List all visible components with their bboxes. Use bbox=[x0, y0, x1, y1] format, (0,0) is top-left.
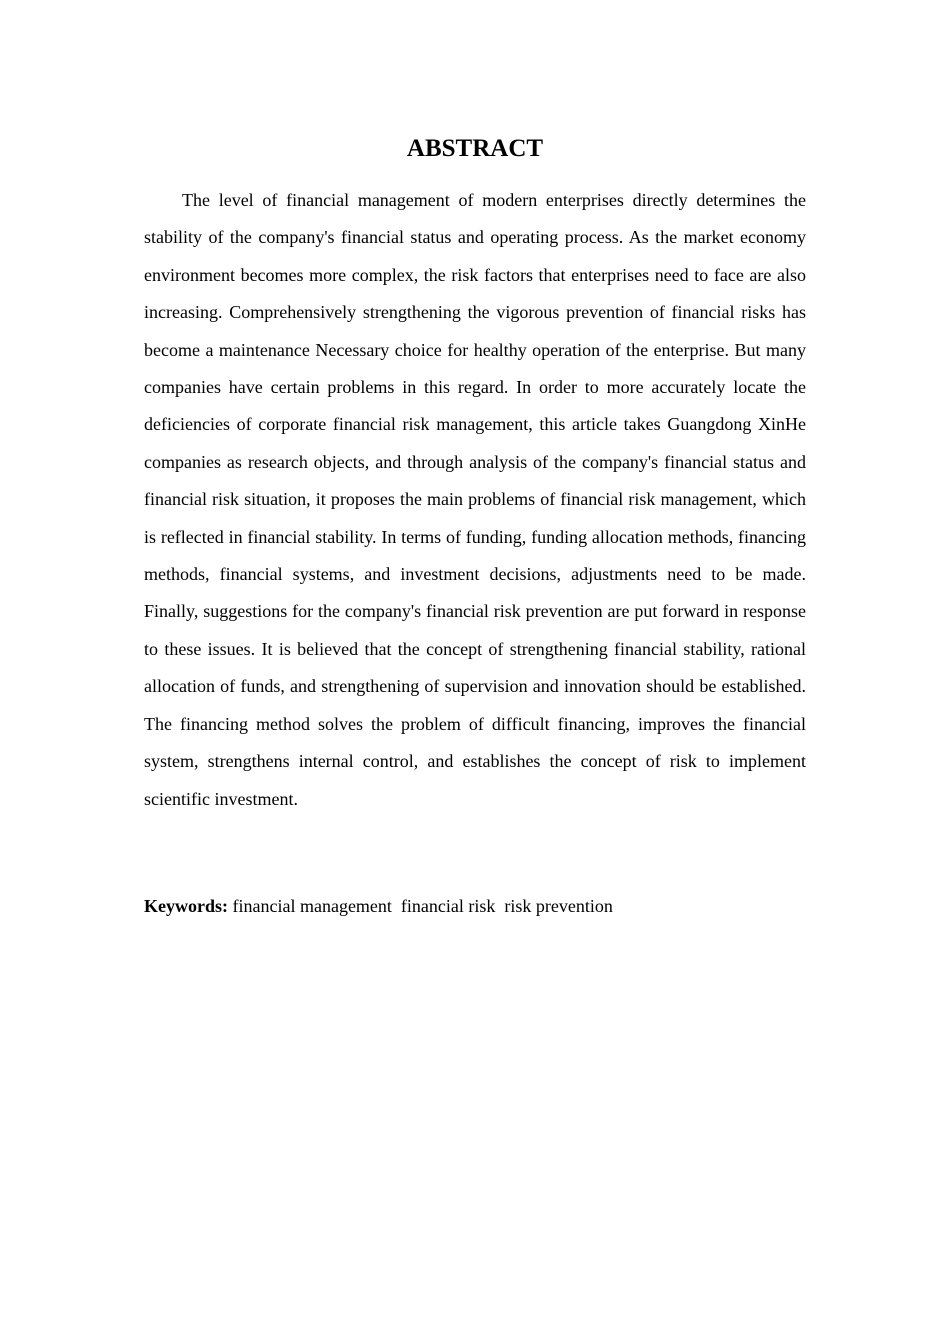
keywords-text: financial management financial risk risk prevention bbox=[228, 896, 613, 916]
abstract-title: ABSTRACT bbox=[406, 135, 544, 162]
abstract-body: The level of financial management of modern enterprises directly determines the stability of the company's financial status and operating process. As the market economy environment becomes more complex, the risk factors that enterprises need to face are also increasing. Comprehensively strengthening the vigorous prevention of financial risks has become a maintenance Necessary choice for healthy operation of the enterprise. But many companies have certain problems in this regard. In order to more accurately locate the deficiencies of corporate financial risk management, this article takes Guangdong XinHe companies as research objects, and through analysis of the company's financial status and financial risk situation, it proposes the main problems of financial risk management, which is reflected in financial stability. In terms of funding, funding allocation methods, financing methods, financial systems, and investment decisions, adjustments need to be made. Finally, suggestions for the company's financial risk prevention are put forward in response to these issues. It is believed that the concept of strengthening financial stability, rational allocation of funds, and strengthening of supervision and innovation should be established. The financing method solves the problem of difficult financing, improves the financial system, strengthens internal control, and establishes the concept of risk to implement scientific investment. bbox=[144, 190, 806, 809]
keywords-line bbox=[144, 888, 806, 925]
keywords-label: Keywords: bbox=[144, 896, 228, 916]
